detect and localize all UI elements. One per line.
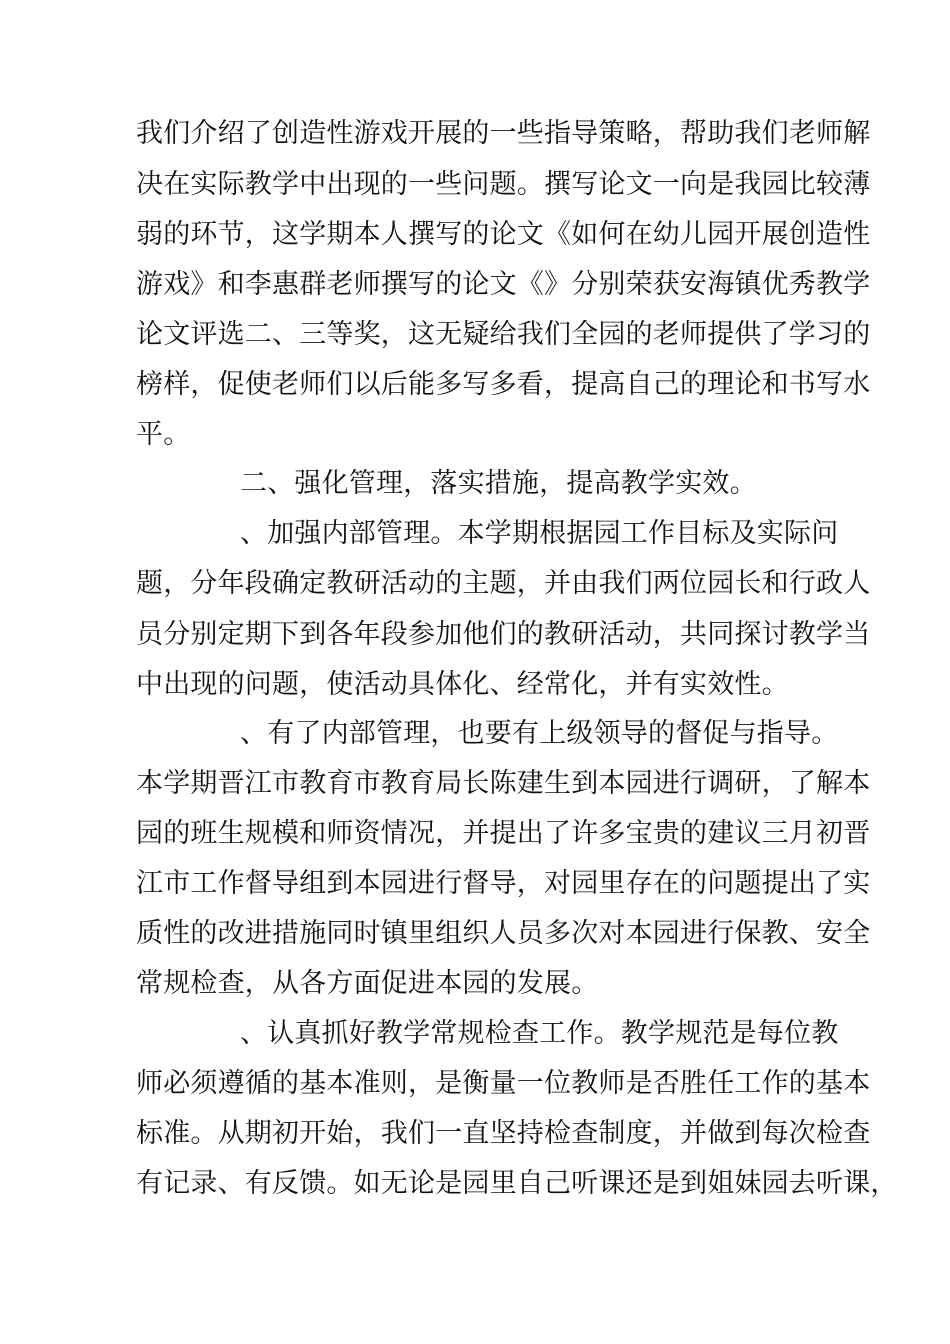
paragraph-line: 决在实际教学中出现的一些问题。撰写论文一向是我园比较薄: [136, 169, 871, 200]
paragraph-line: 平。: [136, 419, 191, 450]
section-heading: 二、强化管理，落实措施，提高教学实效。: [240, 468, 757, 499]
list-item-start: 、加强内部管理。本学期根据园工作目标及实际问: [240, 518, 839, 549]
paragraph-line: 本学期晋江市教育市教育局长陈建生到本园进行调研，了解本: [136, 768, 871, 799]
paragraph-line: 榜样，促使老师们以后能多写多看，提高自己的理论和书写水: [136, 369, 871, 400]
paragraph-line: 常规检查，从各方面促进本园的发展。: [136, 968, 599, 999]
paragraph-line: 江市工作督导组到本园进行督导，对园里存在的问题提出了实: [136, 868, 871, 899]
paragraph-line: 园的班生规模和师资情况，并提出了许多宝贵的建议三月初晋: [136, 818, 871, 849]
paragraph-line: 师必须遵循的基本准则，是衡量一位教师是否胜任工作的基本: [136, 1068, 871, 1099]
paragraph-line: 标准。从期初开始，我们一直坚持检查制度，并做到每次检查: [136, 1118, 871, 1149]
paragraph-line: 员分别定期下到各年段参加他们的教研活动，共同探讨教学当: [136, 619, 871, 650]
list-item-start: 、有了内部管理，也要有上级领导的督促与指导。: [240, 718, 839, 749]
paragraph-line: 游戏》和李惠群老师撰写的论文《》分别荣获安海镇优秀教学: [136, 269, 871, 300]
paragraph-line: 质性的改进措施同时镇里组织人员多次对本园进行保教、安全: [136, 918, 871, 949]
paragraph-line: 有记录、有反馈。如无论是园里自己听课还是到姐妹园去听课，: [136, 1168, 898, 1199]
list-item-start: 、认真抓好教学常规检查工作。教学规范是每位教: [240, 1018, 839, 1049]
paragraph-line: 题，分年段确定教研活动的主题，并由我们两位园长和行政人: [136, 568, 871, 599]
paragraph-line: 论文评选二、三等奖，这无疑给我们全园的老师提供了学习的: [136, 319, 871, 350]
paragraph-line: 弱的环节，这学期本人撰写的论文《如何在幼儿园开展创造性: [136, 219, 871, 250]
paragraph-line: 中出现的问题，使活动具体化、经常化，并有实效性。: [136, 669, 789, 700]
paragraph-line: 我们介绍了创造性游戏开展的一些指导策略，帮助我们老师解: [136, 118, 871, 149]
